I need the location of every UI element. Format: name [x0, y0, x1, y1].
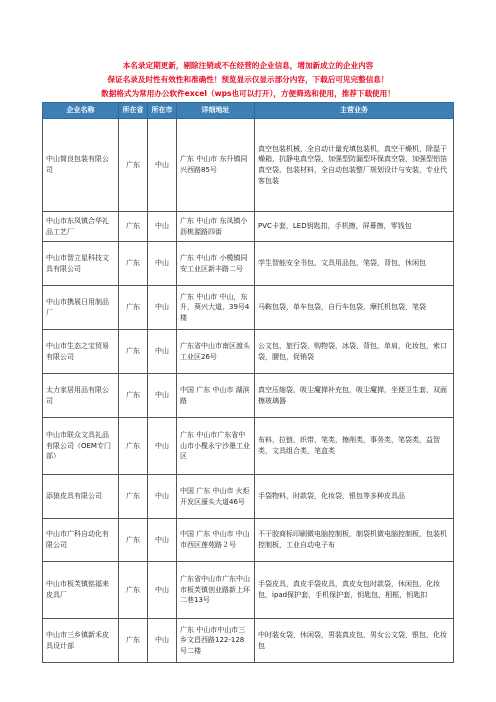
address-cell: 广东 中山市 东凤镇小沥桃源路四街 [177, 212, 255, 242]
province-cell: 广东 [119, 119, 148, 212]
city-cell: 中山 [148, 212, 177, 242]
company-name-cell: 中山市广科自动化有限公司 [43, 519, 119, 562]
city-cell: 中山 [148, 374, 177, 418]
address-cell: 广东 中山市 中山，东升，葵兴大道，39号4楼 [177, 286, 255, 330]
city-cell: 中山 [148, 330, 177, 374]
company-name-cell: 添狼皮具有限公司 [43, 475, 119, 519]
business-cell: 公文包，旅行袋，购物袋，冰袋，背包，单肩，化妆包，索口袋，腰包，促销袋 [255, 330, 454, 374]
table-row [43, 619, 454, 663]
business-cell: 布料，拉链，织带，笔类，擦削类，事务类，笔袋类，益智类，文具组合类，笔盒类 [255, 418, 454, 475]
province-cell: 广东 [119, 374, 148, 418]
table-row [43, 374, 454, 418]
address-cell: 广东 中山市 东升镇同兴西路85号 [177, 119, 255, 212]
business-cell: 手袋物料，时款袋，化妆袋，银包等多种皮具品 [255, 475, 454, 519]
address-cell: 中国 广东 中山市 中山市西区莲苑路２号 [177, 519, 255, 562]
table-row [43, 562, 454, 619]
business-cell: 中时装女袋，休闲袋，男装真皮包，男女公文袋，银包，化妆包 [255, 619, 454, 663]
table-body [43, 119, 454, 663]
company-name-cell: 中山市携展日用制品厂 [43, 286, 119, 330]
header-company-name: 企业名称 [43, 103, 119, 119]
address-cell: 中国 广东 中山市 火炬开发区濠头大道46号 [177, 475, 255, 519]
address-cell: 广东省中山市南区渡头工业区26号 [177, 330, 255, 374]
company-name-cell: 中山市板芙镇铭福来皮具厂 [43, 562, 119, 619]
header-city: 所在市 [148, 103, 177, 119]
province-cell: 广东 [119, 475, 148, 519]
city-cell: 中山 [148, 562, 177, 619]
table-row [43, 475, 454, 519]
table-row [43, 119, 454, 212]
notice-line-3: 数据格式为常用办公软件excel（wps也可以打开），方便筛选和使用，推荐下载使用！ [101, 89, 395, 98]
business-cell: 学生智能安全书包，文具用品包，笔袋，背包，休闲包 [255, 242, 454, 286]
company-name-cell: 太力家居用品有限公司 [43, 374, 119, 418]
business-cell: 手袋皮具，真皮手袋皮具，真皮女包时款袋，休闲包，化妆包，ipad保护套，手机保护套，钥匙包，相框，钥匙扣 [255, 562, 454, 619]
company-name-cell: 中山简良包装有限公司 [43, 119, 119, 212]
address-cell: 广东 中山市 小榄镇同安工业区新丰路二号 [177, 242, 255, 286]
company-name-cell: 中山市生态之宝贸易有限公司 [43, 330, 119, 374]
business-cell: PVC卡套，LED钥匙扣，手机擦，屏幕擦，零钱包 [255, 212, 454, 242]
table-row [43, 242, 454, 286]
province-cell: 广东 [119, 242, 148, 286]
province-cell: 广东 [119, 418, 148, 475]
company-table [42, 102, 454, 663]
business-cell: 不干胶商标印刷微电脑控制板，制袋机微电脑控制板，包装机控制板，工业自动电子布 [255, 519, 454, 562]
notice-line-2: 保证名录及时性有效性和准确性！预览显示仅显示部分内容，下载后可见完整信息！ [107, 75, 389, 84]
table-row [43, 286, 454, 330]
header-business: 主营业务 [255, 103, 454, 119]
city-cell: 中山 [148, 619, 177, 663]
province-cell: 广东 [119, 212, 148, 242]
address-cell: 广东 中山市中山市三乡文昌西路122-128号二楼 [177, 619, 255, 663]
city-cell: 中山 [148, 475, 177, 519]
company-name-cell: 中山市东凤镇合华礼品工艺厂 [43, 212, 119, 242]
city-cell: 中山 [148, 119, 177, 212]
city-cell: 中山 [148, 519, 177, 562]
company-name-cell: 中山市三乡镇新禾皮具设计部 [43, 619, 119, 663]
header-province: 所在省 [119, 103, 148, 119]
city-cell: 中山 [148, 418, 177, 475]
business-cell: 真空压缩袋，吸尘魔掸补充包，吸尘魔掸，坐便卫生套，双面擦玻璃器 [255, 374, 454, 418]
address-cell: 广东 中山市广东省中山市小榄永宁沙墨工业区 [177, 418, 255, 475]
business-cell: 真空包装机械，全自动计量充填包装机，真空干燥机，除湿干燥箱，抗静电真空袋，加强型防漏型环保真空袋，加强型铝箔真空袋，包装材料，全自动包装整厂规划设计与安装，专业代客包装 [255, 119, 454, 212]
address-cell: 广东省中山市广东中山市板芙镇创业路新上环二巷13号 [177, 562, 255, 619]
province-cell: 广东 [119, 519, 148, 562]
province-cell: 广东 [119, 619, 148, 663]
city-cell: 中山 [148, 286, 177, 330]
table-row [43, 212, 454, 242]
company-name-cell: 中山市联众文具礼品有限公司（OEM专门部） [43, 418, 119, 475]
address-cell: 中国 广东 中山市 湖滨路 [177, 374, 255, 418]
province-cell: 广东 [119, 286, 148, 330]
city-cell: 中山 [148, 242, 177, 286]
company-name-cell: 中山市智立星科技文具有限公司 [43, 242, 119, 286]
table-row [43, 330, 454, 374]
header-address: 详细地址 [177, 103, 255, 119]
table-row [43, 418, 454, 475]
province-cell: 广东 [119, 562, 148, 619]
table-row [43, 519, 454, 562]
notice-line-1: 本名录定期更新，剔除注销或不在经营的企业信息，增加新成立的企业内容 [122, 61, 374, 70]
business-cell: 马鞍包袋，单车包袋，自行车包袋，摩托机包袋，笔袋 [255, 286, 454, 330]
province-cell: 广东 [119, 330, 148, 374]
table-header-row [43, 103, 454, 119]
